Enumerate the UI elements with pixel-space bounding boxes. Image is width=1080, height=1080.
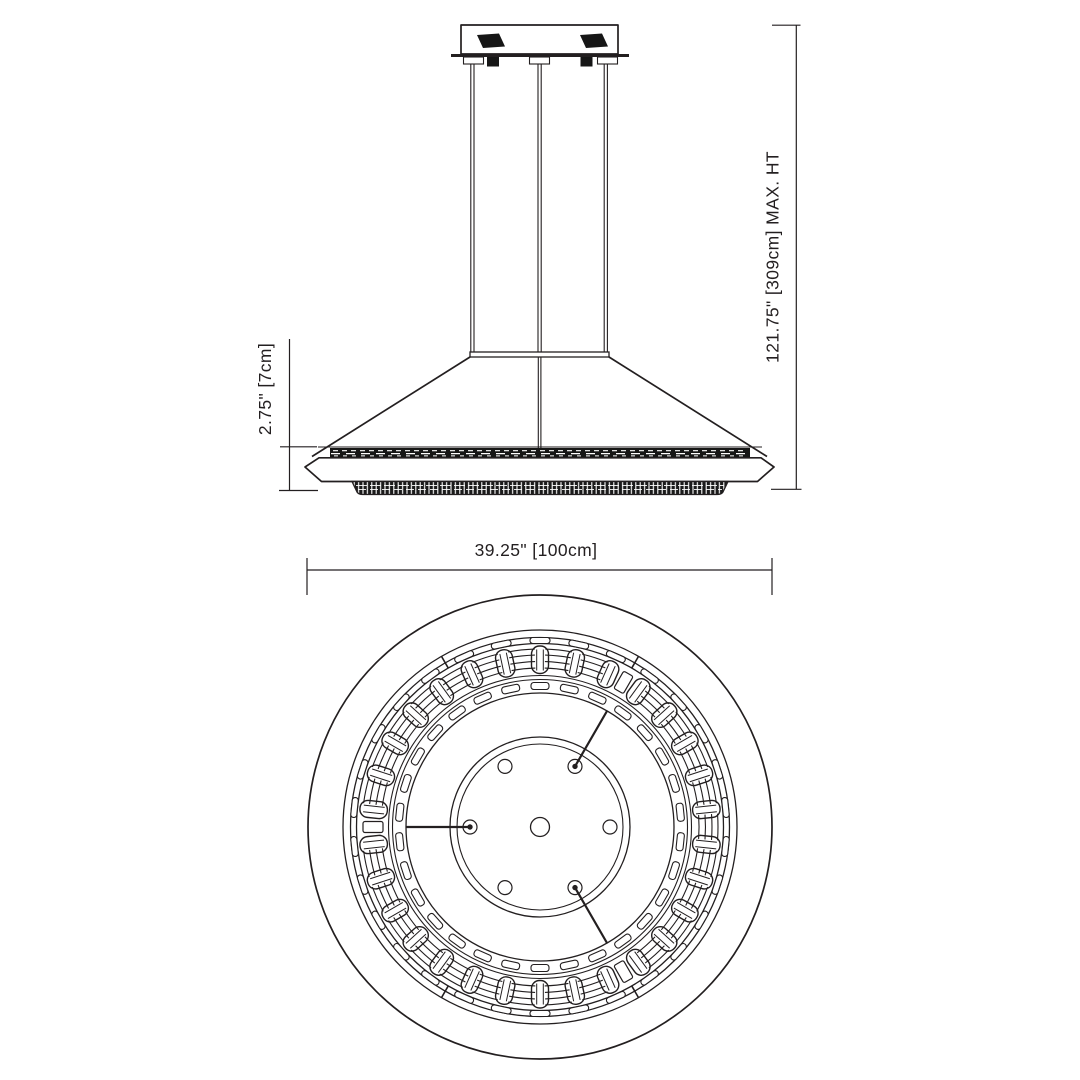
hanger-brackets [464, 57, 618, 67]
dimension-max-height-label: 121.75" [309cm] MAX. HT [762, 151, 783, 363]
shade-top-plate [470, 352, 609, 357]
bottom-diffuser-edge [352, 482, 728, 495]
dimension-diameter [307, 540, 772, 595]
dimension-shade-height-label: 2.75" [7cm] [255, 342, 275, 436]
side-elevation-view [255, 25, 802, 495]
suspension-rods [471, 64, 608, 352]
dimension-diameter-label: 39.25" [100cm] [474, 540, 598, 560]
center-hole [531, 818, 550, 837]
plate-holes-and-spokes [406, 711, 618, 944]
dimension-max-height [763, 25, 802, 489]
shade-rim [305, 458, 774, 482]
bottom-plan-view [307, 540, 772, 1059]
upper-trim-band [330, 448, 750, 458]
shade-cone [312, 357, 767, 457]
